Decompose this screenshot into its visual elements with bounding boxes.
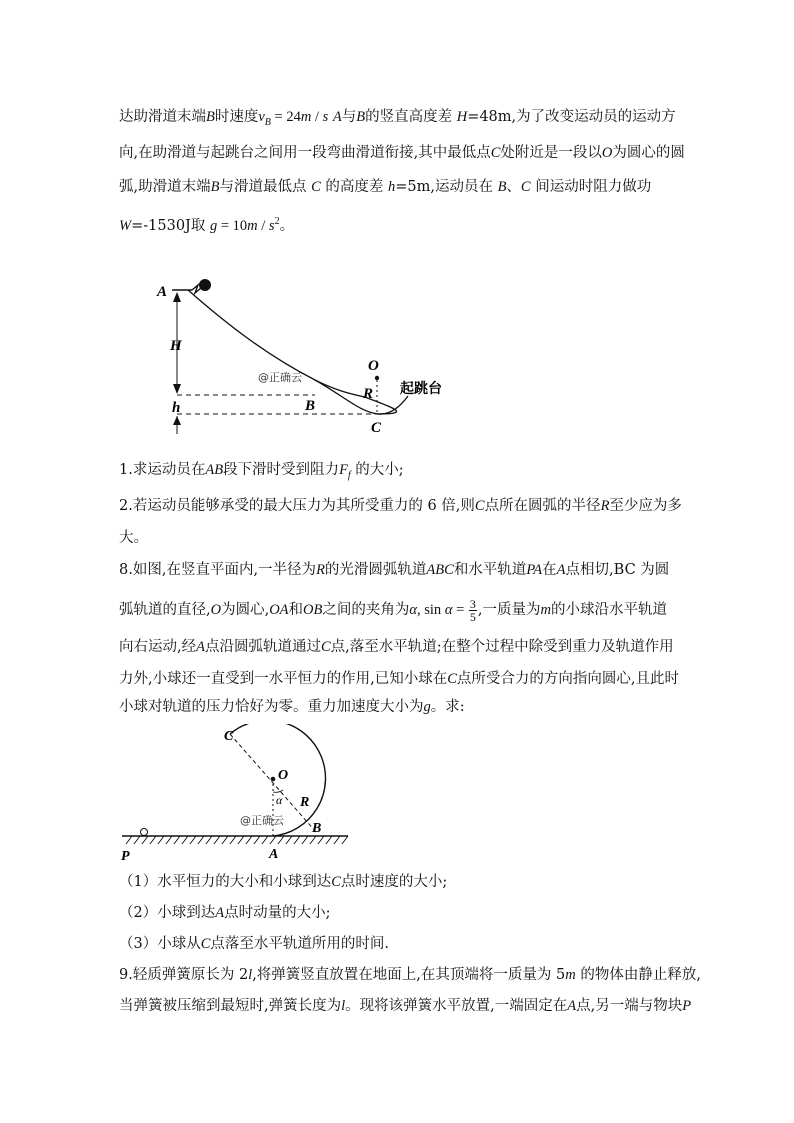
label-B: B: [312, 821, 322, 836]
h-arrow-up: [173, 416, 181, 425]
label-takeoff: 起跳台: [400, 381, 442, 397]
p8-line-1: 8.如图,在竖直平面内,一半径为R的光滑圆弧轨道ABC和水平轨道PA在A点相切,BC 为圆: [119, 562, 670, 578]
figure-ski-slope: [150, 272, 460, 442]
fraction-3-5: $\frac{3}{5}$: [469, 596, 476, 624]
p7-question-2-cont: 大。: [119, 530, 148, 546]
p7-line-3: 弧,助滑道末端B与滑道最低点 C 的高度差 h=5m,运动员在 B、C 间运动时阻力做功: [119, 179, 652, 195]
watermark: @正确云: [258, 371, 302, 384]
label-C: C: [371, 420, 382, 436]
ball-at-P: [141, 829, 148, 836]
label-R: R: [363, 386, 374, 402]
label-h: h: [172, 400, 181, 416]
p7-line-1: 达助滑道末端B时速度$v_B = 24m / s$ A与B的竖直高度差 H=48m,为了改变运动员的运动方: [119, 109, 676, 128]
figure-circular-track: [118, 724, 358, 866]
center-O: [271, 777, 276, 782]
p8-sub-1: （1）水平恒力的大小和小球到达C点时速度的大小;: [119, 874, 448, 890]
p9-line-1: 9.轻质弹簧原长为 2l,将弹簧竖直放置在地面上,在其顶端将一质量为 5m 的物体由静止释放,: [119, 967, 701, 983]
p8-sub-2: （2）小球到达A点时动量的大小;: [119, 905, 331, 921]
label-P: P: [121, 849, 130, 864]
label-R: R: [300, 795, 310, 810]
label-alpha: α: [276, 793, 283, 807]
p7-line-2: 向,在助滑道与起跳台之间用一段弯曲滑道衔接,其中最低点C处附近是一段以O为圆心的圆: [119, 145, 685, 161]
label-O: O: [368, 358, 379, 374]
H-arrow-bottom: [173, 384, 181, 394]
p8-line-2: 弧轨道的直径,O为圆心,OA和OB之间的夹角为α, sin α = $\frac{3}{5}$ ,一质量为m的小球沿水平轨道: [119, 596, 667, 624]
label-B: B: [305, 398, 316, 414]
p8-line-5: 小球对轨道的压力恰好为零。重力加速度大小为g。求:: [119, 699, 465, 715]
center-O-dot: [375, 376, 379, 380]
p7-question-2: 2.若运动员能够承受的最大压力为其所受重力的 6 倍,则C点所在圆弧的半径R至少应为多: [119, 498, 682, 514]
label-C: C: [224, 729, 234, 744]
watermark: @正确云: [240, 814, 284, 827]
p8-line-3: 向右运动,经A点沿圆弧轨道通过C点,落至水平轨道;在整个过程中除受到重力及轨道作用: [119, 639, 674, 655]
p7-line-4: W=-1530J取 $g = 10m / s^2$。: [119, 216, 295, 234]
label-O: O: [278, 768, 289, 783]
p8-sub-3: （3）小球从C点落至水平轨道所用的时间.: [119, 936, 390, 952]
ground-hatching: [126, 836, 348, 844]
H-arrow-top: [173, 292, 181, 302]
p7-question-1: 1.求运动员在AB段下滑时受到阻力$F_f$ 的大小;: [119, 462, 404, 481]
label-A: A: [269, 847, 279, 862]
label-H: H: [170, 338, 182, 354]
skier-ball: [199, 279, 211, 291]
label-A: A: [157, 284, 168, 300]
p9-line-2: 当弹簧被压缩到最短时,弹簧长度为l。现将该弹簧水平放置,一端固定在A点,另一端与物块P: [119, 998, 692, 1014]
p8-line-4: 力外,小球还一直受到一水平恒力的作用,已知小球在C点所受合力的方向指向圆心,且此时: [119, 671, 679, 687]
